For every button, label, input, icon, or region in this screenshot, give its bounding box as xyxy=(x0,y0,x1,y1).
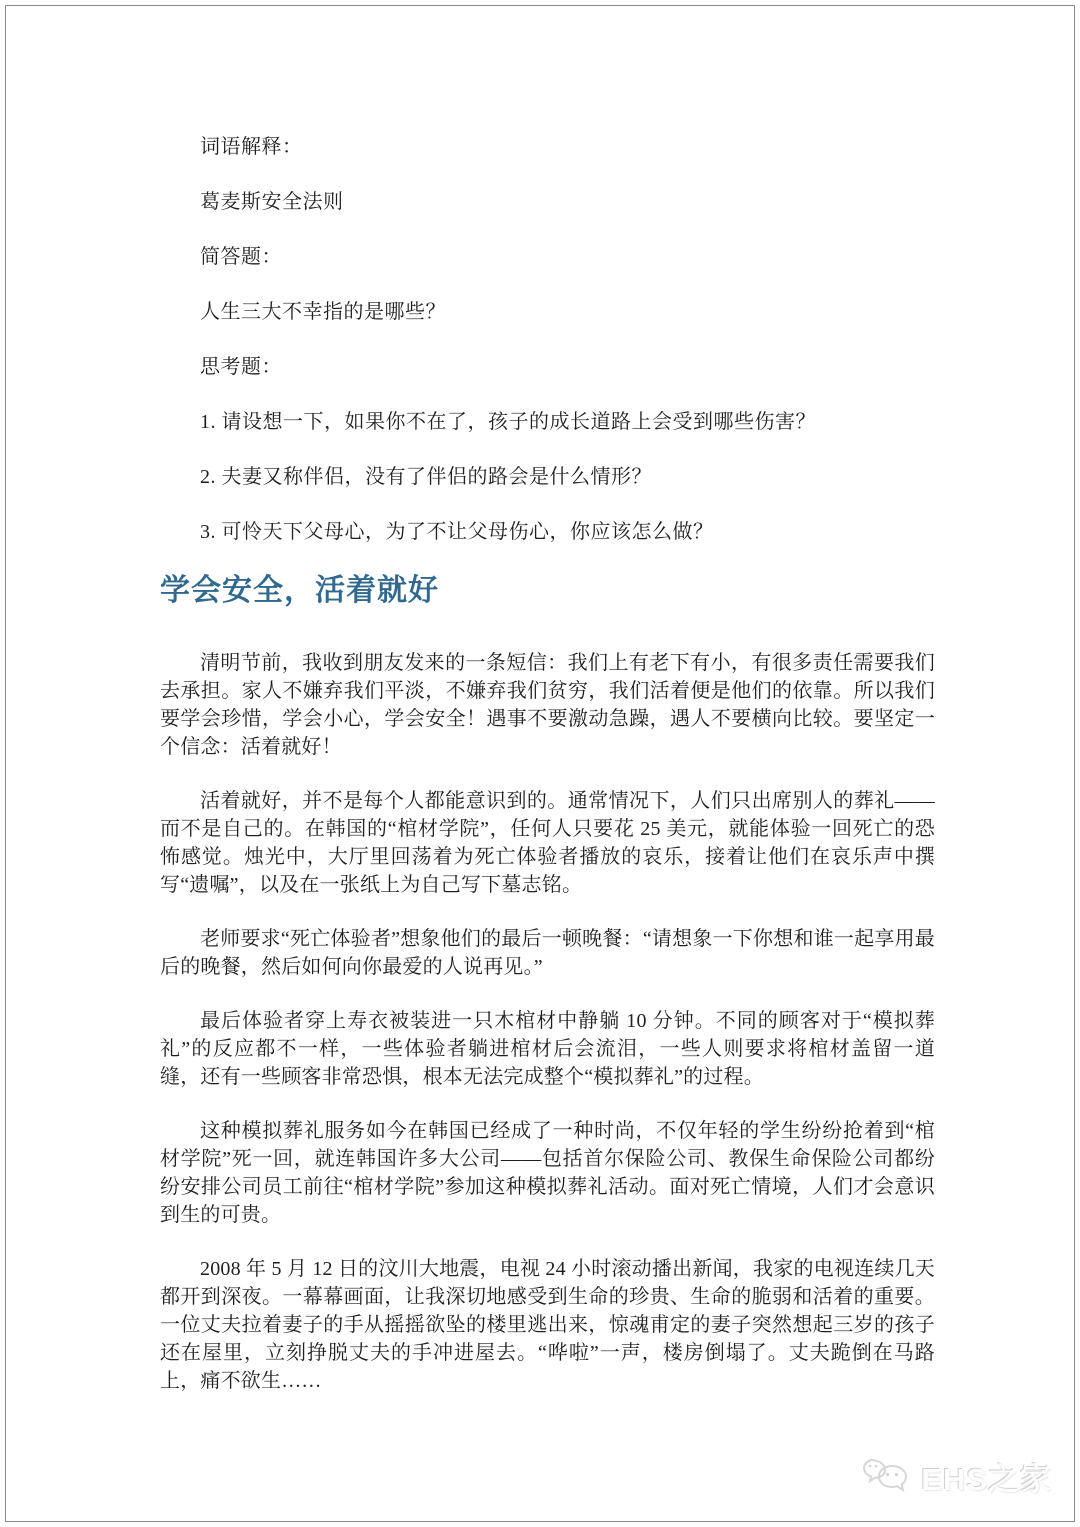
quiz-section xyxy=(160,133,935,546)
article-paragraph-2: 活着就好，并不是每个人都能意识到的。通常情况下，人们只出席别人的葬礼——而不是自己的。在韩国的“棺材学院”，任何人只要花 25 美元，就能体验一回死亡的恐怖感觉。烛光中，大厅里回荡着为死亡体验者播放的哀乐，接着让他们在哀乐声中撰写“遗嘱”，以及在一张纸上为自己写下墓志铭。 xyxy=(160,790,935,896)
thinking-question-3: 3. 可怜天下父母心，为了不让父母伤心，你应该怎么做？ xyxy=(200,521,714,543)
quiz-term: 葛麦斯安全法则 xyxy=(200,191,344,213)
wechat-icon xyxy=(861,1455,913,1499)
article-body xyxy=(160,649,935,1395)
page-content xyxy=(160,133,935,1421)
article-paragraph-3: 老师要求“死亡体验者”想象他们的最后一顿晚餐：“请想象一下你想和谁一起享用最后的晚餐，然后如何向你最爱的人说再见。” xyxy=(160,928,935,978)
article-paragraph-6: 2008 年 5 月 12 日的汶川大地震，电视 24 小时滚动播出新闻，我家的电视连续几天都开到深夜。一幕幕画面，让我深切地感受到生命的珍贵、生命的脆弱和活着的重要。一位丈夫拉着妻子的手从摇摇欲坠的楼里逃出来，惊魂甫定的妻子突然想起三岁的孩子还在屋里，立刻挣脱丈夫的手冲进屋去。“哗啦”一声，楼房倒塌了。丈夫跪倒在马路上，痛不欲生…… xyxy=(160,1258,935,1392)
quiz-label-short-answer: 简答题： xyxy=(200,246,282,268)
article-paragraph-1: 清明节前，我收到朋友发来的一条短信：我们上有老下有小，有很多责任需要我们去承担。家人不嫌弃我们平淡，不嫌弃我们贫穷，我们活着便是他们的依靠。所以我们要学会珍惜，学会小心，学会安全！遇事不要激动急躁，遇人不要横向比较。要坚定一个信念：活着就好！ xyxy=(160,652,935,758)
thinking-question-2: 2. 夫妻又称伴侣，没有了伴侣的路会是什么情形？ xyxy=(200,466,652,488)
thinking-question-1: 1. 请设想一下，如果你不在了，孩子的成长道路上会受到哪些伤害？ xyxy=(200,411,816,433)
section-heading: 学会安全，活着就好 xyxy=(160,574,439,607)
article-paragraph-4: 最后体验者穿上寿衣被装进一只木棺材中静躺 10 分钟。不同的顾客对于“模拟葬礼”的反应都不一样，一些体验者躺进棺材后会流泪，一些人则要求将棺材盖留一道缝，还有一些顾客非常恐惧，根本无法完成整个“模拟葬礼”的过程。 xyxy=(160,1010,935,1088)
watermark-label: EHS之家 xyxy=(921,1462,1052,1497)
quiz-label-word-explanation: 词语解释： xyxy=(200,136,303,158)
article-paragraph-5: 这种模拟葬礼服务如今在韩国已经成了一种时尚，不仅年轻的学生纷纷抢着到“棺材学院”死一回，就连韩国许多大公司——包括首尔保险公司、教保生命保险公司都纷纷安排公司员工前往“棺材学院”参加这种模拟葬礼活动。面对死亡情境，人们才会意识到生的可贵。 xyxy=(160,1120,935,1226)
quiz-label-thinking: 思考题： xyxy=(200,356,282,378)
watermark xyxy=(861,1454,1052,1499)
quiz-short-answer-question: 人生三大不幸指的是哪些？ xyxy=(200,301,446,323)
